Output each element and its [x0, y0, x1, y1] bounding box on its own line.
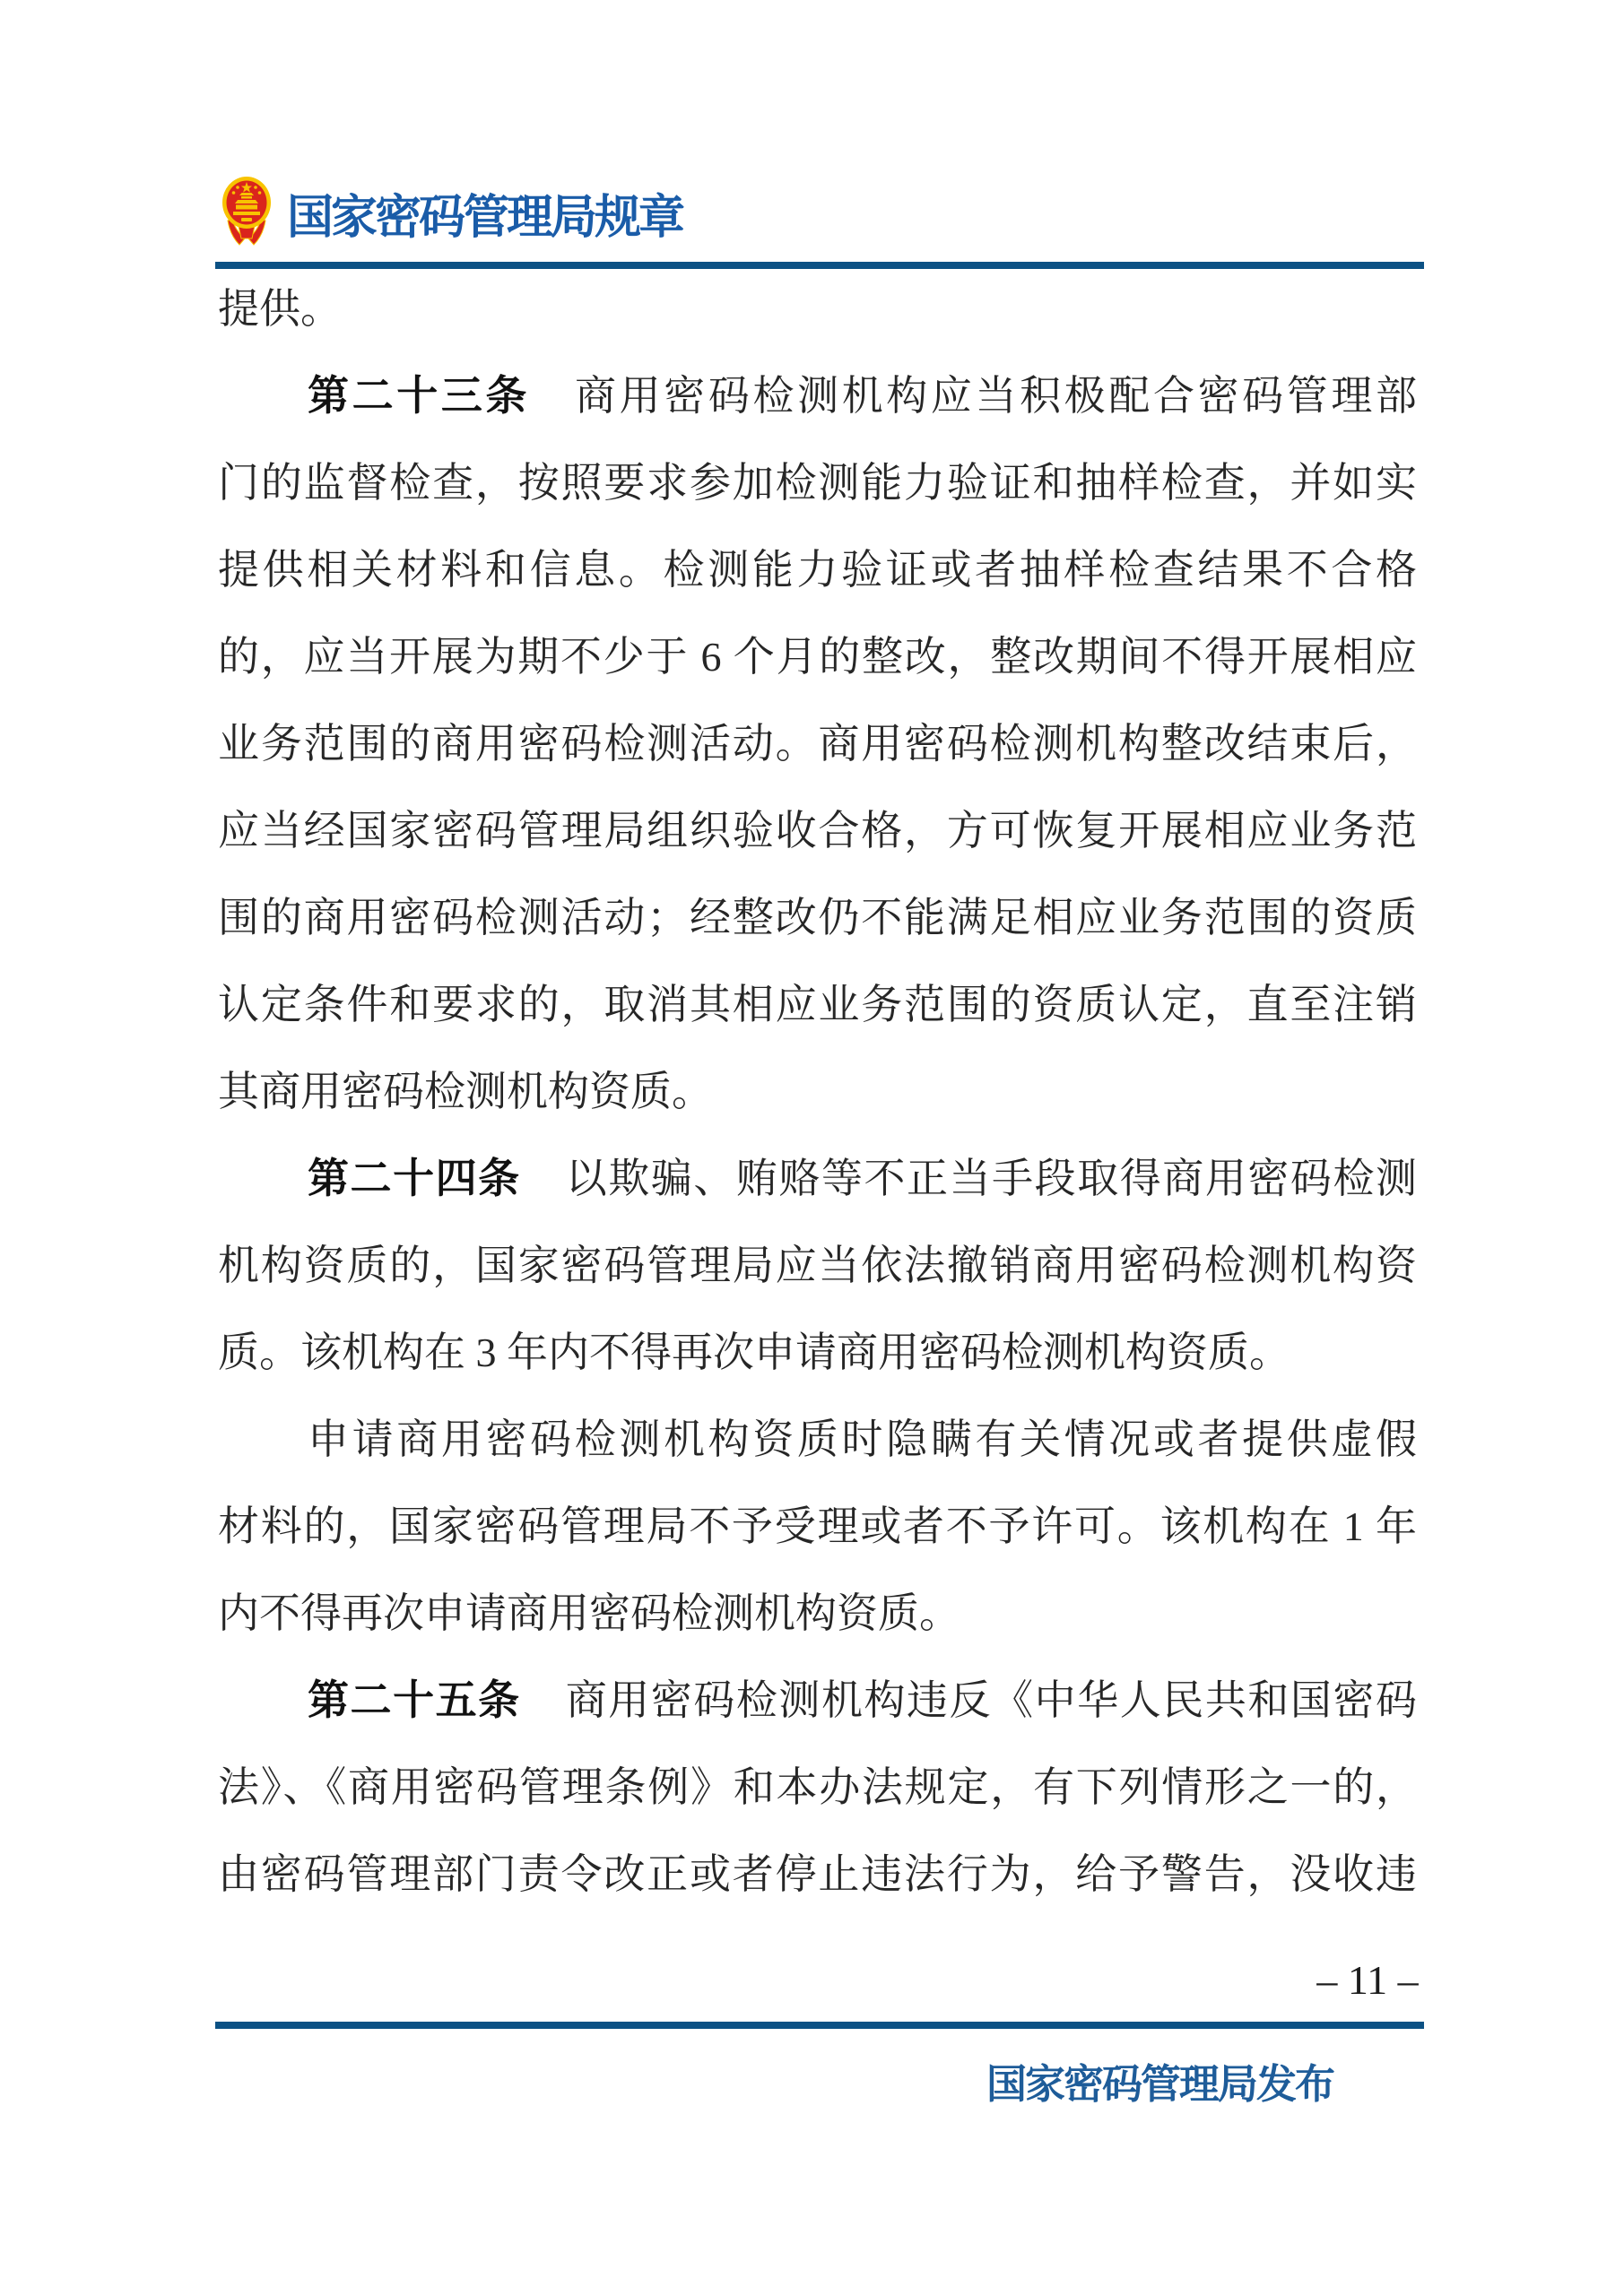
text-line [218, 874, 1417, 961]
text-line [218, 352, 1417, 439]
line-text: 商用密码检测机构应当积极配合密码管理部 [575, 373, 1418, 419]
line-text: 提供。 [218, 286, 342, 332]
line-text: 业务范围的商用密码检测活动。商用密码检测机构整改结束后， [218, 721, 1417, 767]
text-line [218, 1222, 1417, 1309]
line-text: 认定条件和要求的，取消其相应业务范围的资质认定，直至注销 [218, 982, 1417, 1027]
line-text: 申请商用密码检测机构资质时隐瞒有关情况或者提供虚假 [308, 1417, 1417, 1462]
line-text: 的，应当开展为期不少于 6 个月的整改，整改期间不得开展相应 [218, 634, 1417, 680]
text-line [218, 265, 1417, 352]
header-title: 国家密码管理局规章 [287, 193, 683, 244]
article-number: 第二十四条 [308, 1155, 521, 1201]
article-number: 第二十三条 [308, 372, 531, 419]
line-text: 机构资质的，国家密码管理局应当依法撤销商用密码检测机构资 [218, 1243, 1417, 1288]
text-line [218, 1135, 1417, 1222]
text-line [218, 1396, 1417, 1483]
text-line [218, 961, 1417, 1048]
footer-rule [215, 2022, 1424, 2029]
line-text: 法》、《商用密码管理条例》和本办法规定，有下列情形之一的， [218, 1764, 1417, 1810]
line-text: 应当经国家密码管理局组织验收合格，方可恢复开展相应业务范 [218, 808, 1417, 853]
text-line [218, 439, 1417, 526]
article-number: 第二十五条 [308, 1677, 521, 1723]
line-text: 内不得再次申请商用密码检测机构资质。 [218, 1590, 960, 1636]
text-line [218, 1657, 1417, 1744]
line-text: 质。该机构在 3 年内不得再次申请商用密码检测机构资质。 [218, 1330, 1290, 1375]
text-line [218, 613, 1417, 700]
text-line [218, 526, 1417, 613]
text-line [218, 787, 1417, 874]
text-line [218, 1570, 1417, 1657]
line-text: 商用密码检测机构违反《中华人民共和国密码 [565, 1677, 1418, 1723]
body-text [218, 265, 1417, 1918]
page-number: – 11 – [1316, 1957, 1419, 2003]
line-text: 门的监督检查，按照要求参加检测能力验证和抽样检查，并如实 [218, 460, 1417, 506]
line-text: 以欺骗、贿赂等不正当手段取得商用密码检测 [565, 1156, 1418, 1201]
line-text: 由密码管理部门责令改正或者停止违法行为，给予警告，没收违 [218, 1851, 1417, 1897]
text-line [218, 1048, 1417, 1135]
footer-publisher: 国家密码管理局发布 [986, 2062, 1334, 2107]
text-line [218, 1483, 1417, 1570]
text-line [218, 1831, 1417, 1918]
line-text: 围的商用密码检测活动；经整改仍不能满足相应业务范围的资质 [218, 895, 1417, 940]
line-text: 提供相关材料和信息。检测能力验证或者抽样检查结果不合格 [218, 547, 1417, 593]
line-text: 材料的，国家密码管理局不予受理或者不予许可。该机构在 1 年 [218, 1503, 1417, 1549]
national-emblem-icon [221, 176, 273, 246]
text-line [218, 1309, 1417, 1396]
line-text: 其商用密码检测机构资质。 [218, 1069, 713, 1114]
text-line [218, 700, 1417, 787]
text-line [218, 1744, 1417, 1831]
